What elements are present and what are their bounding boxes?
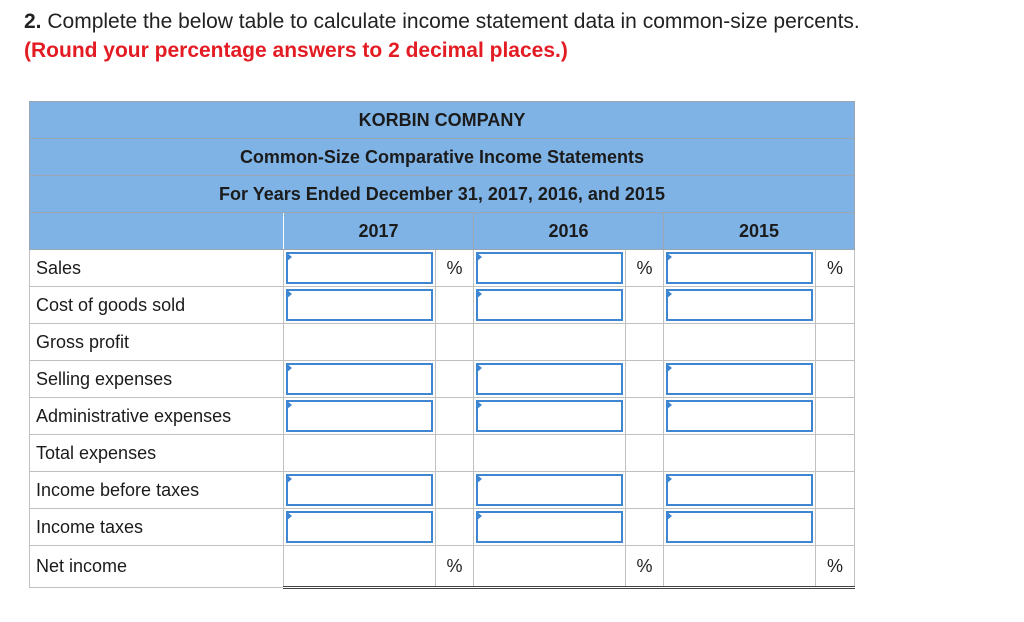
table-row-total-expenses: [30, 435, 855, 472]
company-name: KORBIN COMPANY: [30, 102, 855, 139]
ibt-2017-cell: [284, 472, 436, 509]
admin-2017-input[interactable]: [286, 400, 433, 432]
row-label: Gross profit: [30, 324, 284, 361]
admin-2015-cell: [664, 398, 816, 435]
table-row-sales: [30, 250, 855, 287]
admin-2016-cell: [474, 398, 626, 435]
table-row-cost-of-goods-sold: [30, 287, 855, 324]
row-label: Selling expenses: [30, 361, 284, 398]
row-label: Cost of goods sold: [30, 287, 284, 324]
cogs-2015-input[interactable]: [666, 289, 813, 321]
admin-2015-input[interactable]: [666, 400, 813, 432]
percent-blank: [816, 435, 855, 472]
percent-blank: [626, 287, 664, 324]
sales-2016-input[interactable]: [476, 252, 623, 284]
percent-blank: [816, 398, 855, 435]
percent-blank: [436, 509, 474, 546]
percent-sign: %: [816, 546, 855, 588]
taxes-2016-input[interactable]: [476, 511, 623, 543]
net-income-2017-cell: [284, 546, 436, 588]
question-prompt: [24, 7, 1014, 65]
selling-2015-cell: [664, 361, 816, 398]
total-expenses-2015-cell: [664, 435, 816, 472]
ibt-2016-input[interactable]: [476, 474, 623, 506]
percent-sign: %: [436, 546, 474, 588]
gross-profit-2016-cell: [474, 324, 626, 361]
percent-blank: [436, 398, 474, 435]
question-number: 2.: [24, 10, 42, 33]
percent-blank: [436, 361, 474, 398]
percent-blank: [816, 509, 855, 546]
cogs-2016-cell: [474, 287, 626, 324]
percent-blank: [816, 287, 855, 324]
percent-blank: [626, 472, 664, 509]
sales-2015-cell: [664, 250, 816, 287]
table-row-administrative-expenses: [30, 398, 855, 435]
table-row-selling-expenses: [30, 361, 855, 398]
percent-sign: %: [816, 250, 855, 287]
row-label: Income before taxes: [30, 472, 284, 509]
percent-sign: %: [436, 250, 474, 287]
year-header-2017: 2017: [284, 213, 474, 250]
gross-profit-2017-cell: [284, 324, 436, 361]
header-years-row: [30, 213, 855, 250]
percent-blank: [436, 287, 474, 324]
cogs-2016-input[interactable]: [476, 289, 623, 321]
percent-blank: [626, 324, 664, 361]
table-row-income-before-taxes: [30, 472, 855, 509]
years-header-blank: [30, 213, 284, 250]
row-label: Income taxes: [30, 509, 284, 546]
row-label: Sales: [30, 250, 284, 287]
rounding-note: (Round your percentage answers to 2 decimal places.): [24, 39, 568, 62]
net-income-2015-cell: [664, 546, 816, 588]
percent-blank: [816, 324, 855, 361]
row-label: Total expenses: [30, 435, 284, 472]
year-header-2016: 2016: [474, 213, 664, 250]
header-company-row: [30, 102, 855, 139]
income-statement-table: [29, 101, 855, 589]
ibt-2015-input[interactable]: [666, 474, 813, 506]
taxes-2015-input[interactable]: [666, 511, 813, 543]
net-income-2016-cell: [474, 546, 626, 588]
cogs-2017-input[interactable]: [286, 289, 433, 321]
percent-blank: [436, 472, 474, 509]
percent-blank: [626, 361, 664, 398]
header-period-row: [30, 176, 855, 213]
year-header-2015: 2015: [664, 213, 855, 250]
percent-blank: [626, 398, 664, 435]
taxes-2016-cell: [474, 509, 626, 546]
row-label: Net income: [30, 546, 284, 588]
table-row-income-taxes: [30, 509, 855, 546]
sales-2017-input[interactable]: [286, 252, 433, 284]
sales-2017-cell: [284, 250, 436, 287]
question-body: Complete the below table to calculate income statement data in common-size percents.: [41, 10, 860, 33]
taxes-2017-input[interactable]: [286, 511, 433, 543]
ibt-2016-cell: [474, 472, 626, 509]
ibt-2017-input[interactable]: [286, 474, 433, 506]
selling-2016-cell: [474, 361, 626, 398]
admin-2016-input[interactable]: [476, 400, 623, 432]
total-expenses-2016-cell: [474, 435, 626, 472]
percent-blank: [816, 472, 855, 509]
row-label: Administrative expenses: [30, 398, 284, 435]
question-text: [24, 7, 1014, 36]
admin-2017-cell: [284, 398, 436, 435]
percent-blank: [436, 324, 474, 361]
percent-sign: %: [626, 546, 664, 588]
sales-2015-input[interactable]: [666, 252, 813, 284]
taxes-2015-cell: [664, 509, 816, 546]
total-expenses-2017-cell: [284, 435, 436, 472]
percent-sign: %: [626, 250, 664, 287]
percent-blank: [436, 435, 474, 472]
header-title-row: [30, 139, 855, 176]
selling-2015-input[interactable]: [666, 363, 813, 395]
sales-2016-cell: [474, 250, 626, 287]
gross-profit-2015-cell: [664, 324, 816, 361]
percent-blank: [816, 361, 855, 398]
percent-blank: [626, 435, 664, 472]
selling-2016-input[interactable]: [476, 363, 623, 395]
cogs-2017-cell: [284, 287, 436, 324]
selling-2017-input[interactable]: [286, 363, 433, 395]
statement-period: For Years Ended December 31, 2017, 2016, and 2015: [30, 176, 855, 213]
taxes-2017-cell: [284, 509, 436, 546]
cogs-2015-cell: [664, 287, 816, 324]
ibt-2015-cell: [664, 472, 816, 509]
statement-title: Common-Size Comparative Income Statements: [30, 139, 855, 176]
table-row-net-income: [30, 546, 855, 588]
selling-2017-cell: [284, 361, 436, 398]
percent-blank: [626, 509, 664, 546]
table-row-gross-profit: [30, 324, 855, 361]
